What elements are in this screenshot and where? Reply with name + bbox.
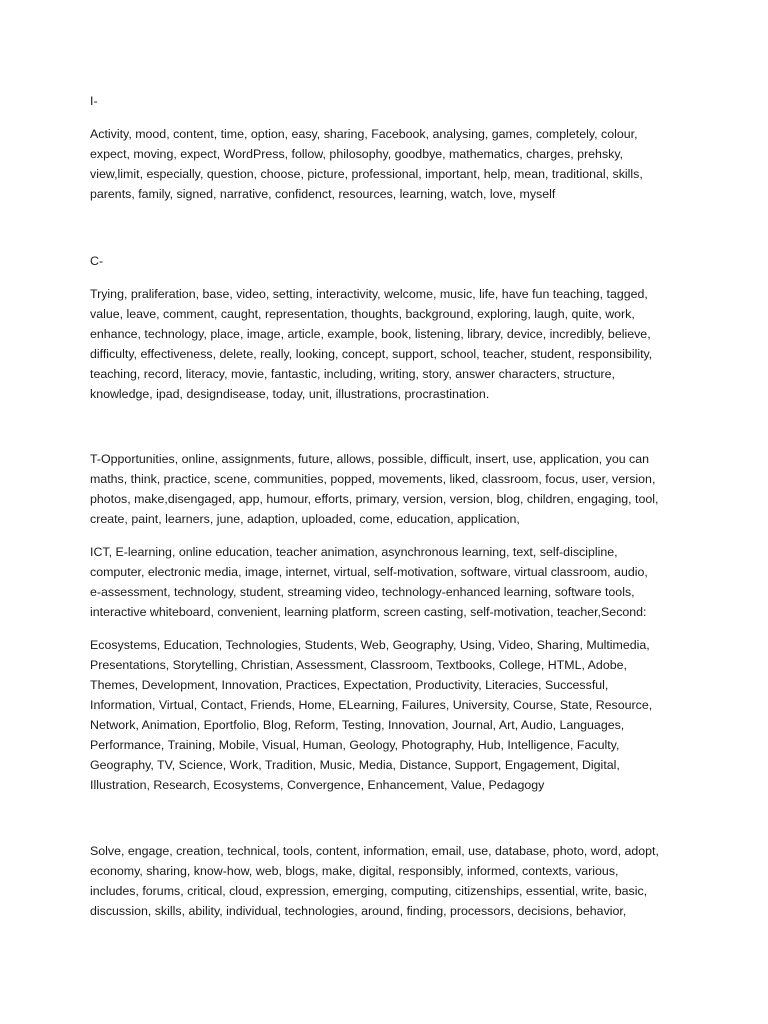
- section-heading-i: I-: [90, 94, 98, 108]
- paragraph-c-words: Trying, praliferation, base, video, setting, interactivity, welcome, music, life, have fun teaching, tagged, value, leave, comment, caught, representation, thoughts, background, exploring, laugh, quite, work, enhance, technology, place, image, article, example, book, listening, library, device, incredibly, believe, difficulty, effectiveness, delete, really, looking, concept, support, school, teacher, student, responsibility, teaching, record, literacy, movie, fantastic, including, writing, story, answer characters, structure, knowledge, ipad, designdisease, today, unit, illustrations, procrastination.: [90, 287, 653, 401]
- paragraph-i-words: Activity, mood, content, time, option, easy, sharing, Facebook, analysing, games, completely, colour, expect, moving, expect, WordPress, follow, philosophy, goodbye, mathematics, charges, prehsky, view,limit, especially, question, choose, picture, professional, important, help, mean, traditional, skills, parents, family, signed, narrative, confidenct, resources, learning, watch, love, myself: [90, 127, 643, 201]
- paragraph-t-words: T-Opportunities, online, assignments, future, allows, possible, difficult, insert, use, application, you can maths, think, practice, scene, communities, popped, movements, liked, classroom, focus, user, version, photos, make,disengaged, app, humour, efforts, primary, version, version, blog, children, engaging, tool, create, paint, learners, june, adaption, uploaded, come, education, application,: [90, 452, 659, 526]
- paragraph-ict-words: ICT, E-learning, online education, teacher animation, asynchronous learning, text, self-discipline, computer, electronic media, image, internet, virtual, self-motivation, software, virtual classroom, audio, e-assessment, technology, student, streaming video, technology-enhanced learning, software tools, interactive whiteboard, convenient, learning platform, screen casting, self-motivation, teacher,Second:: [90, 545, 648, 619]
- section-heading-c: C-: [90, 254, 104, 268]
- paragraph-ecosystems-words: Ecosystems, Education, Technologies, Students, Web, Geography, Using, Video, Sharing, Multimedia, Presentations, Storytelling, Christian, Assessment, Classroom, Textbooks, College, HTML, Adobe, Themes, Development, Innovation, Practices, Expectation, Productivity, Literacies, Successful, Information, Virtual, Contact, Friends, Home, ELearning, Failures, University, Course, State, Resource, Network, Animation, Eportfolio, Blog, Reform, Testing, Innovation, Journal, Art, Audio, Languages, Performance, Training, Mobile, Visual, Human, Geology, Photography, Hub, Intelligence, Faculty, Geography, TV, Science, Work, Tradition, Music, Media, Distance, Support, Engagement, Digital, Illustration, Research, Ecosystems, Convergence, Enhancement, Value, Pedagogy: [90, 638, 653, 792]
- paragraph-solve-words: Solve, engage, creation, technical, tools, content, information, email, use, database, photo, word, adopt, economy, sharing, know-how, web, blogs, make, digital, responsibly, informed, contexts, various, includes, forums, critical, cloud, expression, emerging, computing, citizenships, essential, write, basic, discussion, skills, ability, individual, technologies, around, finding, processors, decisions, behavior,: [90, 844, 659, 918]
